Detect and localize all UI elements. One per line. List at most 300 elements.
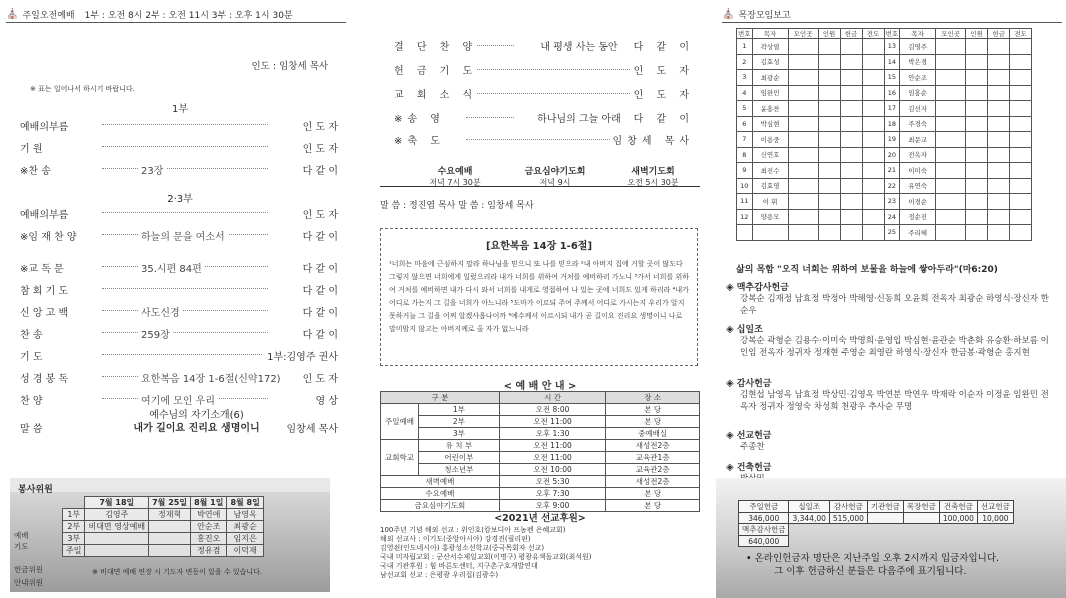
cell-blank — [988, 178, 1010, 194]
offering-heading — [726, 428, 1056, 441]
cell-blank — [936, 132, 966, 148]
volunteer-note: ※ 비대면 예배 연장 시 기도자 변동이 있을 수 있습니다. — [92, 568, 263, 576]
cell-number: 25 — [884, 225, 900, 241]
order-item-leader: 인 도 자 — [299, 140, 338, 155]
cell-blank — [936, 54, 966, 70]
cell-leader: 주경숙 — [900, 116, 936, 132]
cell-blank — [988, 225, 1010, 241]
order-item-detail: 여기에 모인 우리 — [138, 392, 218, 407]
cell-leader: 정순진 — [900, 209, 936, 225]
cell-number: 4 — [737, 85, 753, 101]
worship-guide-name: 청소년부 — [419, 464, 500, 476]
cell-blank — [988, 85, 1010, 101]
cell-blank — [862, 116, 884, 132]
cell-blank — [840, 225, 862, 241]
summary-head: 감사헌금 — [829, 501, 867, 513]
cell-blank — [936, 225, 966, 241]
weekday-service-name: 새벽기도회 — [631, 167, 675, 177]
dotted-leader — [102, 212, 268, 213]
cell-blank — [988, 116, 1010, 132]
cell-blank — [936, 194, 966, 210]
volunteer-row-label: 주일 — [63, 545, 85, 557]
cell-blank — [966, 70, 988, 86]
volunteer-name: 최광순 — [227, 521, 263, 533]
cell-blank — [840, 178, 862, 194]
summary-head: 선교헌금 — [977, 501, 1013, 513]
order-item-label: 성 경 봉 독 — [20, 374, 69, 385]
cell-leader: 양용모 — [752, 209, 788, 225]
cell-blank — [840, 147, 862, 163]
standing-note: ※ 표는 일어나서 하시기 바랍니다. — [30, 85, 135, 93]
cell-leader: 김영주 — [900, 39, 936, 55]
liturgy-detail: 하나님의 그늘 아래 — [514, 110, 644, 125]
worship-guide-place: 교육관1층 — [606, 452, 700, 464]
cell-table-head: 전도 — [862, 29, 884, 39]
mission-line: 100주년 기념 해외 선교 : 위인호(캄보디아 프놈펜 은혜교회) — [380, 526, 566, 534]
cell-leader: 곽상열 — [752, 39, 788, 55]
order-item-label: 찬 양 — [20, 396, 43, 407]
summary-value: 3,344,00 — [789, 513, 829, 524]
cell-blank — [840, 70, 862, 86]
cell-blank — [818, 178, 840, 194]
offering-list — [726, 376, 1056, 413]
cell-number: 18 — [884, 116, 900, 132]
cell-blank — [862, 54, 884, 70]
cell-blank — [966, 209, 988, 225]
dotted-leader — [466, 69, 634, 70]
liturgy-leader: 임창세 목사 — [610, 132, 694, 147]
worship-guide-head: 구 분 — [381, 392, 500, 404]
offering-list — [726, 322, 1056, 359]
cell-blank — [936, 147, 966, 163]
diamond-icon: ◈ — [726, 462, 734, 473]
cell-blank — [818, 132, 840, 148]
cell-leader: 신연호 — [752, 147, 788, 163]
order-item-detail: 23장 — [138, 162, 166, 177]
cell-leader: 김효영 — [752, 178, 788, 194]
cell-table-head: 번호 — [738, 30, 751, 38]
volunteer-label-prayer: 기도 — [14, 542, 29, 551]
worship-guide-place: 본 당 — [606, 500, 700, 512]
weekday-service — [608, 164, 698, 188]
church-icon: ⛪ — [6, 9, 19, 20]
volunteer-row-label: 2부 — [63, 521, 85, 533]
offering-heading-text: 맥추감사헌금 — [736, 283, 789, 293]
cell-blank — [840, 54, 862, 70]
cell-blank — [1010, 163, 1032, 179]
cell-leader: 최진수 — [752, 163, 788, 179]
volunteer-name: 홍진오 — [191, 533, 227, 545]
cell-leader: 안순조 — [900, 70, 936, 86]
cell-number: 13 — [884, 39, 900, 55]
cell-table-head: 모인곳 — [936, 29, 966, 39]
cell-blank — [788, 70, 818, 86]
cell-blank — [788, 163, 818, 179]
order-item-label: 찬 송 — [20, 330, 43, 341]
cell-blank — [818, 39, 840, 55]
liturgy-detail: 내 평생 사는 동안 — [514, 38, 644, 53]
liturgy-label: 헌 금 기 도 — [394, 62, 477, 77]
cell-number: 15 — [884, 70, 900, 86]
offering-heading — [726, 322, 1056, 335]
cell-leader: 유연숙 — [900, 178, 936, 194]
summary-value: 10,000 — [977, 513, 1013, 524]
cell-blank — [988, 132, 1010, 148]
cell-blank — [840, 85, 862, 101]
cell-number: 17 — [884, 101, 900, 117]
summary-head: 주일헌금 — [739, 501, 789, 513]
worship-guide-place: 교육관2층 — [606, 464, 700, 476]
volunteer-name: 김영주 — [85, 509, 149, 521]
volunteer-label-usher: 안내위원 — [14, 578, 43, 587]
cell-number: 9 — [737, 163, 753, 179]
cell-leader: 박은경 — [900, 54, 936, 70]
cell-table-head: 헌금 — [840, 29, 862, 39]
volunteer-table — [62, 496, 264, 557]
order-item-leader: 다 같 이 — [299, 162, 338, 177]
mission-support — [380, 514, 700, 580]
order-item-leader: 1부:김영주 권사 — [263, 348, 338, 363]
worship-guide-time: 오전 11:00 — [499, 416, 605, 428]
worship-guide-group: 새벽예배 — [381, 476, 500, 488]
cell-number: 12 — [737, 209, 753, 225]
dotted-leader — [102, 288, 268, 289]
offering-heading-text: 건축헌금 — [736, 463, 772, 473]
church-icon: ⛪ — [722, 9, 735, 20]
cell-blank — [966, 101, 988, 117]
scripture-text: ¹너희는 마음에 근심하지 말라 하나님을 믿으니 또 나를 믿으라 ²내 아버지 집에 거할 곳이 많도다 그렇지 않으면 너희에게 일렀으리라 내가 너희를 위하여 거처를 예비하러 가노니 ³가서 너희를 위하여 거처를 예비하면 내가 다시 와서 너희를 내게로 영접하여 나 있는 곳에 너희도 있게 하리라 ⁴내가 어디로 가는지 그 길을 너희가 아느니라 ⁵도마가 이르되 주여 주께서 어디로 가시는지 우리가 알지 못하거늘 그 길을 어찌 알겠사옵나이까 ⁶예수께서 이르시되 내가 곧 길이요 진리요 생명이니 나로 말미암지 않고는 아버지께로 올 자가 없느니라 — [389, 260, 689, 333]
cell-blank — [1010, 178, 1032, 194]
worship-guide-time: 오전 5:30 — [499, 476, 605, 488]
cell-blank — [818, 116, 840, 132]
volunteer-name: 안순조 — [191, 521, 227, 533]
offering-names: 김현섭 남영옥 남효정 박상민·김영옥 박연분 박연우 박재락 이순자 이정윤 임완민 전옥자 정귀자 정영숙 차성희 천광우 추사순 무명 — [740, 390, 1049, 412]
worship-order-row — [20, 228, 338, 244]
offering-heading-text: 선교헌금 — [736, 431, 772, 441]
cell-report-header: ⛪ 목장모임보고 — [722, 8, 791, 21]
offering-names: 강복순 곽형순 김용수·이미숙 박명희·윤영입 박심현·윤관순 박춘화 유승환·하보름 이인임 전옥자 정귀자 정재현 주영순 최영란 하영식·장신자 한금봉·곽형순 홍지현 — [740, 336, 1049, 358]
worship-guide-name: 1부 — [419, 404, 500, 416]
cell-blank — [936, 178, 966, 194]
order-item-label: 참 회 기 도 — [20, 286, 69, 297]
bumper-label: 맥추감사헌금 — [739, 524, 789, 536]
summary-value: 100,000 — [939, 513, 977, 524]
cell-blank — [936, 101, 966, 117]
cell-blank — [840, 132, 862, 148]
liturgy-label: ※송 영 — [394, 110, 445, 125]
announcements-column — [370, 0, 706, 598]
cell-blank — [862, 194, 884, 210]
diamond-icon: ◈ — [726, 324, 734, 335]
worship-guide-table — [380, 391, 700, 512]
cell-leader: 김선자 — [900, 101, 936, 117]
cell-blank — [862, 163, 884, 179]
cell-number: 10 — [737, 178, 753, 194]
offering-names: 주종찬 — [740, 442, 765, 452]
liturgy-row — [394, 132, 694, 148]
order-of-worship-column — [0, 0, 360, 598]
cell-blank — [988, 194, 1010, 210]
cell-blank — [862, 225, 884, 241]
order-item-leader: 영 상 — [312, 392, 339, 407]
cell-number: 7 — [737, 132, 753, 148]
worship-guide-time: 오후 7:30 — [499, 488, 605, 500]
cell-number: 22 — [884, 178, 900, 194]
worship-guide-time: 오전 11:00 — [499, 440, 605, 452]
volunteer-name — [149, 545, 191, 557]
cell-blank — [818, 85, 840, 101]
worship-guide-group: 금요심야기도회 — [381, 500, 500, 512]
worship-order-row — [20, 370, 338, 386]
section-23bu: 2·3부 — [167, 194, 193, 205]
order-item-leader: 인 도 자 — [299, 118, 338, 133]
cell-blank — [1010, 116, 1032, 132]
worship-guide-time: 오전 11:00 — [499, 452, 605, 464]
volunteer-date: 8월 8일 — [227, 497, 263, 509]
cell-blank — [1010, 147, 1032, 163]
sunday-service-header: ⛪ 주일오전예배 1부 : 오전 8시 2부 : 오전 11시 3부 : 오후 1시 30분 — [6, 8, 293, 21]
cell-report-column — [716, 0, 1066, 598]
online-offering-note: • 온라인헌금자 명단은 지난주일 오후 2시까지 입금자입니다. 그 이후 헌금하신 분들은 다음주에 표기됩니다. — [746, 553, 1000, 577]
summary-head: 십일조 — [789, 501, 829, 513]
volunteer-title: 봉사위원 — [18, 485, 53, 495]
worship-guide-name: 유 치 부 — [419, 440, 500, 452]
worship-guide-name: 2부 — [419, 416, 500, 428]
cell-blank — [988, 54, 1010, 70]
diamond-icon: ◈ — [726, 378, 734, 389]
cell-blank — [966, 39, 988, 55]
cell-blank — [1010, 194, 1032, 210]
cell-number: 8 — [737, 147, 753, 163]
cell-blank — [936, 163, 966, 179]
cell-leader: 이경순 — [900, 194, 936, 210]
summary-value — [867, 513, 903, 524]
order-item-detail: 35.시편 84편 — [138, 260, 205, 275]
cell-blank — [840, 39, 862, 55]
offering-heading-text: 감사헌금 — [736, 379, 772, 389]
mission-line: 해외 선교사 : 이기도(중앙아시아) 강경진(필리핀) — [380, 535, 531, 543]
cell-table-head: 인원 — [966, 29, 988, 39]
cell-number: 16 — [884, 85, 900, 101]
liturgy-row — [394, 86, 694, 102]
cell-blank — [1010, 85, 1032, 101]
weekday-service-name: 수요예배 — [437, 167, 473, 177]
summary-head: 목장헌금 — [903, 501, 939, 513]
order-item-leader: 인 도 자 — [299, 370, 338, 385]
worship-guide-place: 본 당 — [606, 488, 700, 500]
cell-report-table — [736, 28, 1032, 241]
cell-blank — [818, 209, 840, 225]
cell-blank — [788, 54, 818, 70]
cell-blank — [840, 209, 862, 225]
order-item-detail: 259장 — [138, 326, 173, 341]
worship-order-row — [20, 118, 338, 134]
mission-line: 남선교회 선교 : 은평광 우리집(김광수) — [380, 571, 499, 579]
cell-blank — [862, 85, 884, 101]
cell-blank — [936, 70, 966, 86]
liturgy-label: 결 단 찬 양 — [394, 38, 477, 53]
cell-number: 6 — [737, 116, 753, 132]
liturgy-row — [394, 110, 694, 126]
worship-order-row — [20, 260, 338, 276]
order-item-label: 예배의부름 — [20, 122, 69, 133]
liturgy-leader: 인 도 자 — [631, 62, 694, 77]
cell-leader: 전옥자 — [900, 147, 936, 163]
mission-title: <2021년 선교후원> — [494, 513, 586, 524]
cell-blank — [1010, 132, 1032, 148]
cell-blank — [988, 101, 1010, 117]
cell-blank — [966, 116, 988, 132]
cell-blank — [840, 163, 862, 179]
mission-line: 국내 기관후원 : 힘 바른도센터, 지구촌구호개발연대 — [380, 562, 538, 570]
cell-blank — [818, 70, 840, 86]
worship-guide-place: 본 당 — [606, 416, 700, 428]
worship-guide-group: 주일예배 — [381, 404, 419, 440]
sermon-series: 예수님의 자기소개(6) — [149, 410, 244, 421]
volunteer-name: 비대면 영상예배 — [85, 521, 149, 533]
order-item-label: ※찬 송 — [20, 166, 51, 177]
cell-table-head: 모인곳 — [788, 29, 818, 39]
cell-blank — [988, 39, 1010, 55]
cell-blank — [818, 54, 840, 70]
cell-number: 5 — [737, 101, 753, 117]
cell-blank — [966, 85, 988, 101]
order-item-detail: 하늘의 문을 여소서 — [138, 228, 228, 243]
cell-leader: 이미숙 — [900, 163, 936, 179]
cell-blank — [862, 70, 884, 86]
weekday-service-time: 저녁 7시 30분 — [429, 178, 481, 187]
order-item-label: ※임 재 찬 양 — [20, 232, 77, 243]
cell-blank — [862, 147, 884, 163]
worship-guide-time: 오전 8:00 — [499, 404, 605, 416]
cell-leader — [752, 225, 788, 241]
worship-guide-place: 본 당 — [606, 404, 700, 416]
mission-line: 김영쇤(인도네시아) 홍광성소선학교(중국목회자 선교) — [380, 544, 545, 552]
cell-number: 23 — [884, 194, 900, 210]
cell-blank — [818, 147, 840, 163]
cell-blank — [788, 178, 818, 194]
cell-blank — [1010, 39, 1032, 55]
service-times: 1부 : 오전 8시 2부 : 오전 11시 3부 : 오후 1시 30분 — [84, 11, 293, 21]
sermon-preacher: 임창세 목사 — [286, 424, 338, 435]
offering-heading-text: 십일조 — [736, 325, 763, 335]
cell-blank — [840, 101, 862, 117]
cell-blank — [966, 147, 988, 163]
liturgy-leader: 다 같 이 — [631, 38, 694, 53]
cell-number: 1 — [737, 39, 753, 55]
worship-guide-place: 중예배실 — [606, 428, 700, 440]
preachers-line: 말 씀 : 정진엽 목사 말 씀 : 임창세 목사 — [380, 201, 534, 211]
cell-table-head: 목자 — [752, 29, 788, 39]
cell-blank — [840, 194, 862, 210]
summary-value: 515,000 — [829, 513, 867, 524]
cell-blank — [862, 178, 884, 194]
cell-blank — [862, 101, 884, 117]
cell-leader: 윤홍찬 — [752, 101, 788, 117]
cell-blank — [788, 39, 818, 55]
volunteer-name — [85, 545, 149, 557]
liturgy-leader: 다 같 이 — [631, 110, 694, 125]
cell-blank — [966, 225, 988, 241]
worship-guide-head: 시 간 — [499, 392, 605, 404]
weekday-service-time: 오전 5시 30분 — [627, 178, 679, 187]
volunteer-name: 정유겸 — [191, 545, 227, 557]
order-item-leader: 인 도 자 — [299, 206, 338, 221]
cell-number: 3 — [737, 70, 753, 86]
worship-order-row — [20, 206, 338, 222]
worship-guide-time: 오후 9:00 — [499, 500, 605, 512]
cell-blank — [1010, 54, 1032, 70]
worship-guide-group: 교회학교 — [381, 440, 419, 476]
scripture-box — [380, 228, 698, 366]
cell-number: 20 — [884, 147, 900, 163]
weekday-service — [410, 164, 500, 188]
cell-leader: 김효성 — [752, 54, 788, 70]
volunteer-name — [149, 533, 191, 545]
scripture-title: [요한복음 14장 1-6절] — [485, 241, 593, 252]
order-item-label: 기 원 — [20, 144, 43, 155]
worship-order-row — [20, 304, 338, 320]
mission-line: 국내 미자립교회 : 군산서수제일교회(이명구) 평광유색돌교회(최석원) — [380, 553, 592, 561]
order-item-leader: 다 같 이 — [299, 260, 338, 275]
order-item-label: 예배의부름 — [20, 210, 69, 221]
cell-number: 14 — [884, 54, 900, 70]
order-item-leader: 다 같 이 — [299, 282, 338, 297]
cell-table-head: 인원 — [818, 29, 840, 39]
worship-guide-title: < 예 배 안 내 > — [503, 381, 577, 392]
cell-blank — [966, 132, 988, 148]
order-item-detail: 사도신경 — [138, 304, 183, 319]
cell-blank — [788, 147, 818, 163]
worship-order-row — [20, 348, 338, 364]
worship-guide-group: 수요예배 — [381, 488, 500, 500]
order-item-label: 기 도 — [20, 352, 43, 363]
cell-blank — [788, 209, 818, 225]
worship-guide-name: 어린이부 — [419, 452, 500, 464]
volunteer-row-label: 3부 — [63, 533, 85, 545]
worship-guide-name: 3부 — [419, 428, 500, 440]
worship-order-row — [20, 392, 338, 408]
cell-number — [737, 225, 753, 241]
bumper-value: 640,000 — [739, 536, 789, 547]
volunteer-name: 남영옥 — [227, 509, 263, 521]
volunteer-label-offering: 헌금위원 — [14, 565, 43, 574]
worship-guide-place: 새성전2층 — [606, 476, 700, 488]
cell-leader: 이 휘 — [752, 194, 788, 210]
liturgy-row — [394, 62, 694, 78]
cell-table-head: 전도 — [1010, 29, 1032, 39]
cell-blank — [788, 194, 818, 210]
cell-leader: 주리혜 — [900, 225, 936, 241]
cell-blank — [988, 163, 1010, 179]
cell-table-head: 목자 — [900, 29, 936, 39]
liturgy-label: ※축 도 — [394, 132, 445, 147]
cell-blank — [936, 116, 966, 132]
worship-guide-head: 장 소 — [606, 392, 700, 404]
volunteer-label-worship: 예배 — [14, 531, 29, 540]
worship-order-row — [20, 140, 338, 156]
cell-leader: 최문교 — [900, 132, 936, 148]
cell-blank — [788, 132, 818, 148]
cell-leader: 최광순 — [752, 70, 788, 86]
sermon-title: 내가 길이요 진리요 생명이니 — [133, 423, 260, 434]
order-item-detail: 요한복음 14장 1-6절(신약172) — [138, 370, 284, 385]
order-item-label: ※교 독 문 — [20, 264, 64, 275]
cell-table-head: 번호 — [885, 30, 899, 38]
order-item-leader: 다 같 이 — [299, 326, 338, 341]
cell-number: 21 — [884, 163, 900, 179]
offering-list — [726, 428, 1056, 453]
